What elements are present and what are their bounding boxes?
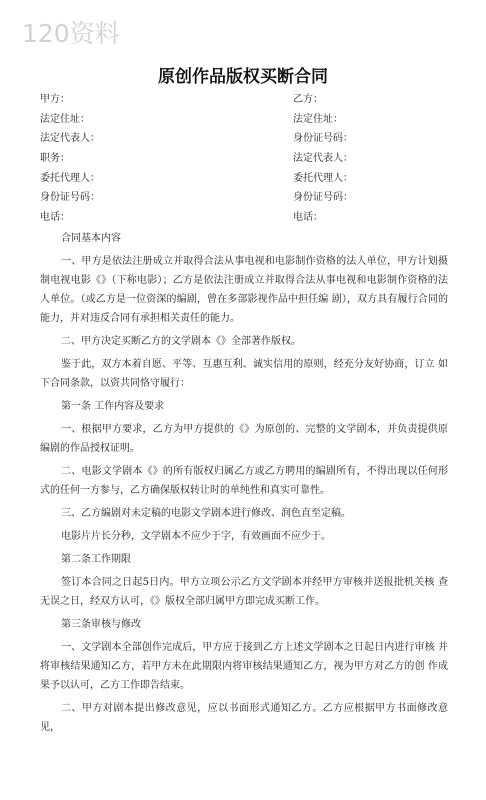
party-row [40, 208, 460, 228]
party-row [40, 149, 460, 169]
party-a-field: 法定代表人： [40, 133, 100, 145]
article-heading: 第二条工作期限 [61, 554, 131, 566]
party-row [40, 188, 460, 208]
watermark: 120资料 [22, 19, 120, 48]
body-paragraph: 一、文学剧本全部创作完成后，甲方应于接到乙方上述文学剧本之日起日内进行审核 并将审核结果通知乙方，若甲方未在此期限内将审核结果通知乙方，视为甲方对乙方的创 作成果予以认可，乙方工作即告结束。 [40, 642, 448, 692]
party-a-field: 职务： [40, 153, 70, 165]
party-row [40, 129, 460, 149]
party-b-field: 乙方： [293, 94, 323, 105]
party-row [40, 169, 460, 189]
body-paragraph: 电影片片长分秒，文学剧本不应少于字，有效画面不应少于。 [61, 531, 331, 543]
party-b-field: 法定住址： [293, 113, 343, 125]
body-paragraph: 一、甲方是依法注册成立并取得合法从事电视和电影制作资格的法人单位，甲方计划摄制电视电影《》（下称电影）；乙方是依法注册成立并取得合法从事电视和电影制作资格的法人单位。（或乙方是一位资深的编剧，曾在多部影视作品中担任编 剧），双方具有履行合同的能力，并对违反合同有承担相关责任的能力。 [40, 256, 448, 324]
parties-block [40, 90, 460, 228]
article-heading: 第一条 工作内容及要求 [61, 401, 165, 412]
body-paragraph: 二、电影文学剧本《》的所有版权归属乙方或乙方聘用的编剧所有，不得出现以任何形式的任何一方参与，乙方确保版权转让时的单纯性和真实可靠性。 [40, 466, 448, 496]
document-title: 原创作品版权买断合同 [158, 67, 328, 87]
body-paragraph: 签订本合同之日起5日内。甲方立项公示乙方文学剧本并经甲方审核并送报批机关核 查无误之日，经双方认可，《》版权全部归属甲方即完成买断工作。 [40, 577, 448, 608]
party-b-field: 身份证号码： [293, 133, 353, 145]
contract-body [40, 230, 448, 742]
body-paragraph: 一、根据甲方要求，乙方为甲方提供的《》为原创的、完整的文学剧本，并负责提供原编剧的作品授权证明。 [40, 424, 448, 454]
party-a-field: 甲方： [40, 94, 70, 105]
party-row [40, 110, 460, 130]
party-b-field: 电话： [293, 212, 323, 224]
body-paragraph: 二、甲方决定买断乙方的文学剧本《》全部著作版权。 [61, 335, 301, 347]
article-heading: 第三条审核与修改 [61, 619, 141, 631]
body-paragraph: 鉴于此，双方本着自愿、平等、互惠互利、诚实信用的原则，经充分友好协商，订立 如下合同条款，以资共同恪守履行： [40, 359, 448, 389]
party-b-field: 身份证号码： [293, 192, 353, 204]
party-b-field: 法定代表人： [293, 153, 353, 165]
party-a-field: 身份证号码： [40, 192, 100, 204]
party-a-field: 委托代理人： [40, 172, 100, 184]
party-row [40, 90, 460, 110]
party-a-field: 法定住址： [40, 113, 90, 125]
body-paragraph: 三、乙方编剧对未定稿的电影文学剧本进行修改、润色直至定稿。 [61, 508, 351, 520]
party-a-field: 电话： [40, 212, 70, 224]
section-heading: 合同基本内容 [61, 233, 121, 244]
body-paragraph: 二、甲方对剧本提出修改意见，应以书面形式通知乙方。乙方应根据甲方书面修改意 见， [40, 703, 448, 734]
party-b-field: 委托代理人： [293, 172, 353, 184]
